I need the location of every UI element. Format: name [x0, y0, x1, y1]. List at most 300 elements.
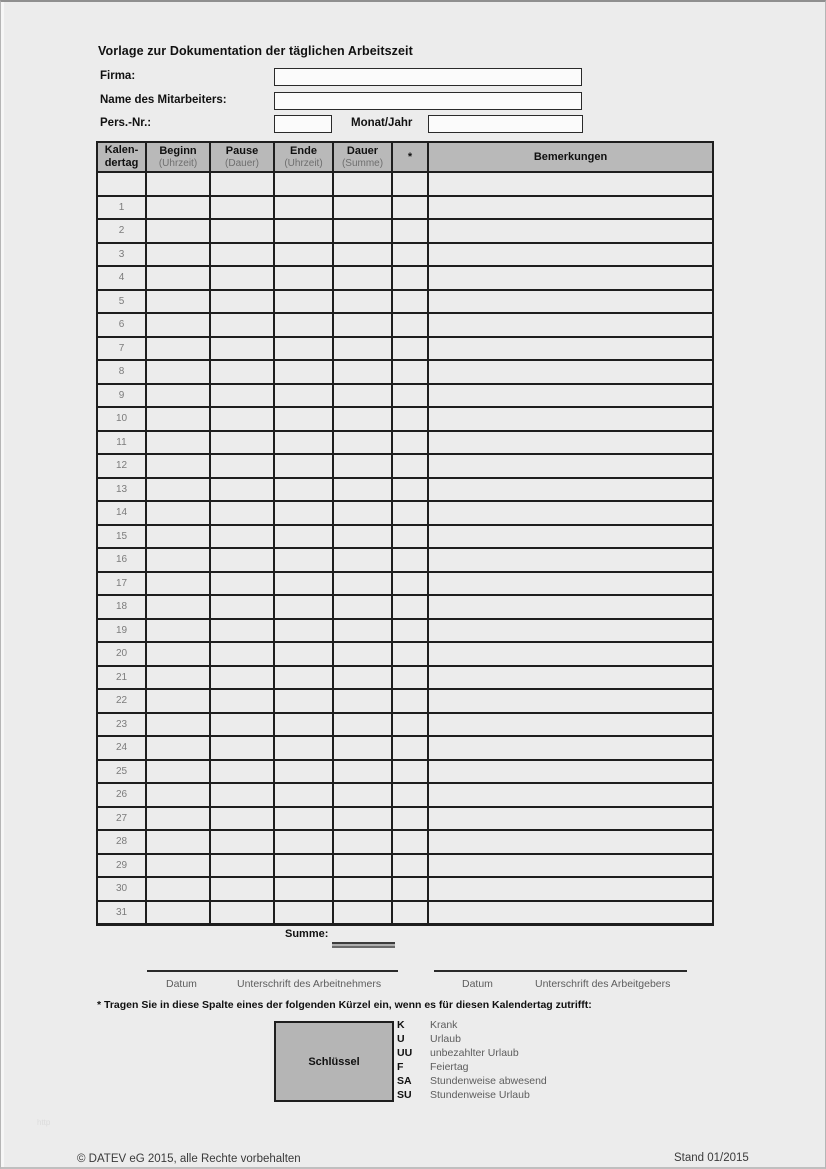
- beginn-entry-cell[interactable]: [146, 572, 210, 596]
- ende-entry-cell[interactable]: [274, 760, 333, 784]
- day-number-cell: 16: [97, 548, 146, 572]
- table-row: [97, 172, 713, 196]
- day-number-cell: 26: [97, 783, 146, 807]
- beginn-entry-cell[interactable]: [146, 384, 210, 408]
- pause-entry-cell[interactable]: [210, 595, 274, 619]
- ende-entry-cell[interactable]: [274, 337, 333, 361]
- dauer-entry-cell[interactable]: [333, 243, 392, 267]
- ende-entry-cell[interactable]: [274, 172, 333, 196]
- header-beginn-sub: (Uhrzeit): [158, 157, 198, 169]
- summe-label: Summe:: [285, 928, 329, 940]
- pause-entry-cell[interactable]: [210, 572, 274, 596]
- day-number-cell: 8: [97, 360, 146, 384]
- bemerkungen-entry-cell[interactable]: [428, 219, 713, 243]
- dauer-entry-cell[interactable]: [333, 313, 392, 337]
- employee-signature-label: Unterschrift des Arbeitnehmers: [237, 978, 382, 990]
- asterisk-footnote: * Tragen Sie in diese Spalte eines der folgenden Kürzel ein, wenn es für diesen Kalendertag zutrifft:: [97, 999, 592, 1011]
- beginn-entry-cell[interactable]: [146, 854, 210, 878]
- pause-entry-cell[interactable]: [210, 548, 274, 572]
- ende-entry-cell[interactable]: [274, 196, 333, 220]
- pause-entry-cell[interactable]: [210, 760, 274, 784]
- dauer-entry-cell[interactable]: [333, 760, 392, 784]
- legend-box-label: Schlüssel: [308, 1055, 360, 1068]
- bemerkungen-entry-cell[interactable]: [428, 360, 713, 384]
- ende-entry-cell[interactable]: [274, 830, 333, 854]
- bemerkungen-entry-cell[interactable]: [428, 431, 713, 455]
- header-pause: [210, 142, 274, 172]
- ende-entry-cell[interactable]: [274, 431, 333, 455]
- table-row: [97, 384, 713, 408]
- legend-item: [397, 1032, 547, 1046]
- summe-total-line: [332, 942, 395, 948]
- pause-entry-cell[interactable]: [210, 854, 274, 878]
- pause-entry-cell[interactable]: [210, 196, 274, 220]
- dauer-entry-cell[interactable]: [333, 619, 392, 643]
- legend-label: Urlaub: [430, 1033, 461, 1045]
- table-header-row: [97, 142, 713, 172]
- kuerzel-entry-cell[interactable]: [392, 407, 428, 431]
- beginn-entry-cell[interactable]: [146, 243, 210, 267]
- table-row: [97, 219, 713, 243]
- pause-entry-cell[interactable]: [210, 830, 274, 854]
- kuerzel-entry-cell[interactable]: [392, 313, 428, 337]
- employee-signature-line: [147, 970, 398, 992]
- asterisk-icon: *: [407, 150, 413, 163]
- kuerzel-entry-cell[interactable]: [392, 290, 428, 314]
- pause-entry-cell[interactable]: [210, 219, 274, 243]
- bemerkungen-entry-cell[interactable]: [428, 619, 713, 643]
- legend-code: U: [397, 1033, 405, 1045]
- dauer-entry-cell[interactable]: [333, 219, 392, 243]
- day-number-cell: 18: [97, 595, 146, 619]
- kuerzel-entry-cell[interactable]: [392, 360, 428, 384]
- dauer-entry-cell[interactable]: [333, 525, 392, 549]
- bemerkungen-entry-cell[interactable]: [428, 525, 713, 549]
- employee-name-field[interactable]: [274, 92, 582, 110]
- ende-entry-cell[interactable]: [274, 478, 333, 502]
- beginn-entry-cell[interactable]: [146, 783, 210, 807]
- timesheet-table: [96, 141, 714, 926]
- page-title: Vorlage zur Dokumentation der täglichen Arbeitszeit: [98, 44, 413, 58]
- beginn-entry-cell[interactable]: [146, 642, 210, 666]
- ende-entry-cell[interactable]: [274, 689, 333, 713]
- day-number-cell: 21: [97, 666, 146, 690]
- watermark-text: http: [37, 1118, 51, 1127]
- table-row: [97, 501, 713, 525]
- pause-entry-cell[interactable]: [210, 525, 274, 549]
- kuerzel-entry-cell[interactable]: [392, 196, 428, 220]
- kuerzel-entry-cell[interactable]: [392, 219, 428, 243]
- ende-entry-cell[interactable]: [274, 525, 333, 549]
- table-row: [97, 478, 713, 502]
- day-number-cell: 23: [97, 713, 146, 737]
- ende-entry-cell[interactable]: [274, 219, 333, 243]
- legend-item: [397, 1060, 547, 1074]
- kuerzel-entry-cell[interactable]: [392, 337, 428, 361]
- dauer-entry-cell[interactable]: [333, 595, 392, 619]
- beginn-entry-cell[interactable]: [146, 877, 210, 901]
- kuerzel-entry-cell[interactable]: [392, 431, 428, 455]
- ende-entry-cell[interactable]: [274, 548, 333, 572]
- ende-entry-cell[interactable]: [274, 619, 333, 643]
- kuerzel-entry-cell[interactable]: [392, 478, 428, 502]
- beginn-entry-cell[interactable]: [146, 595, 210, 619]
- bemerkungen-entry-cell[interactable]: [428, 454, 713, 478]
- kuerzel-entry-cell[interactable]: [392, 713, 428, 737]
- legend-list: [397, 1018, 547, 1102]
- day-number-cell: 3: [97, 243, 146, 267]
- bemerkungen-entry-cell[interactable]: [428, 901, 713, 925]
- day-number-cell: 7: [97, 337, 146, 361]
- bemerkungen-entry-cell[interactable]: [428, 337, 713, 361]
- kuerzel-entry-cell[interactable]: [392, 619, 428, 643]
- bemerkungen-entry-cell[interactable]: [428, 313, 713, 337]
- ende-entry-cell[interactable]: [274, 736, 333, 760]
- bemerkungen-entry-cell[interactable]: [428, 290, 713, 314]
- dauer-entry-cell[interactable]: [333, 807, 392, 831]
- table-row: [97, 360, 713, 384]
- beginn-entry-cell[interactable]: [146, 337, 210, 361]
- dauer-entry-cell[interactable]: [333, 713, 392, 737]
- legend-item: [397, 1074, 547, 1088]
- bemerkungen-entry-cell[interactable]: [428, 854, 713, 878]
- beginn-entry-cell[interactable]: [146, 431, 210, 455]
- bemerkungen-entry-cell[interactable]: [428, 266, 713, 290]
- day-number-cell: 20: [97, 642, 146, 666]
- dauer-entry-cell[interactable]: [333, 384, 392, 408]
- beginn-entry-cell[interactable]: [146, 454, 210, 478]
- beginn-entry-cell[interactable]: [146, 407, 210, 431]
- pause-entry-cell[interactable]: [210, 877, 274, 901]
- dauer-entry-cell[interactable]: [333, 877, 392, 901]
- beginn-entry-cell[interactable]: [146, 830, 210, 854]
- table-row: [97, 548, 713, 572]
- ende-entry-cell[interactable]: [274, 243, 333, 267]
- dauer-entry-cell[interactable]: [333, 736, 392, 760]
- ende-entry-cell[interactable]: [274, 877, 333, 901]
- beginn-entry-cell[interactable]: [146, 360, 210, 384]
- day-number-cell: 2: [97, 219, 146, 243]
- kuerzel-entry-cell[interactable]: [392, 454, 428, 478]
- pause-entry-cell[interactable]: [210, 384, 274, 408]
- legend-item: [397, 1088, 547, 1102]
- header-beginn: [146, 142, 210, 172]
- beginn-entry-cell[interactable]: [146, 619, 210, 643]
- firma-label: Firma:: [100, 70, 136, 82]
- dauer-entry-cell[interactable]: [333, 666, 392, 690]
- day-number-cell: 22: [97, 689, 146, 713]
- pause-entry-cell[interactable]: [210, 689, 274, 713]
- header-kalendertag-line1: Kalen-: [104, 144, 139, 156]
- dauer-entry-cell[interactable]: [333, 290, 392, 314]
- pause-entry-cell[interactable]: [210, 454, 274, 478]
- day-number-cell: 9: [97, 384, 146, 408]
- table-row: [97, 713, 713, 737]
- table-row: [97, 595, 713, 619]
- pause-entry-cell[interactable]: [210, 172, 274, 196]
- day-number-cell: [97, 172, 146, 196]
- pause-entry-cell[interactable]: [210, 807, 274, 831]
- pause-entry-cell[interactable]: [210, 619, 274, 643]
- dauer-entry-cell[interactable]: [333, 196, 392, 220]
- pause-entry-cell[interactable]: [210, 736, 274, 760]
- kuerzel-entry-cell[interactable]: [392, 854, 428, 878]
- pause-entry-cell[interactable]: [210, 431, 274, 455]
- day-number-cell: 5: [97, 290, 146, 314]
- header-pause-title: Pause: [225, 144, 259, 157]
- table-row: [97, 830, 713, 854]
- dauer-entry-cell[interactable]: [333, 501, 392, 525]
- legend-code: UU: [397, 1047, 413, 1059]
- dauer-entry-cell[interactable]: [333, 548, 392, 572]
- legend-code: K: [397, 1019, 405, 1031]
- legend-code: SU: [397, 1089, 412, 1101]
- employer-date-label: Datum: [462, 978, 493, 990]
- revision-text: Stand 01/2015: [674, 1152, 749, 1164]
- legend-item: [397, 1018, 547, 1032]
- legend-label: Krank: [430, 1019, 458, 1031]
- bemerkungen-entry-cell[interactable]: [428, 407, 713, 431]
- day-number-cell: 24: [97, 736, 146, 760]
- pause-entry-cell[interactable]: [210, 478, 274, 502]
- bemerkungen-entry-cell[interactable]: [428, 760, 713, 784]
- legend-code: SA: [397, 1075, 412, 1087]
- bemerkungen-entry-cell[interactable]: [428, 548, 713, 572]
- kuerzel-entry-cell[interactable]: [392, 736, 428, 760]
- header-bemerkungen: [428, 142, 713, 172]
- bemerkungen-entry-cell[interactable]: [428, 642, 713, 666]
- bemerkungen-entry-cell[interactable]: [428, 572, 713, 596]
- table-row: [97, 196, 713, 220]
- employee-name-label: Name des Mitarbeiters:: [100, 94, 227, 106]
- dauer-entry-cell[interactable]: [333, 830, 392, 854]
- ende-entry-cell[interactable]: [274, 901, 333, 925]
- day-number-cell: 27: [97, 807, 146, 831]
- bemerkungen-entry-cell[interactable]: [428, 689, 713, 713]
- ende-entry-cell[interactable]: [274, 501, 333, 525]
- pause-entry-cell[interactable]: [210, 337, 274, 361]
- table-row: [97, 736, 713, 760]
- beginn-entry-cell[interactable]: [146, 196, 210, 220]
- kuerzel-entry-cell[interactable]: [392, 760, 428, 784]
- day-number-cell: 4: [97, 266, 146, 290]
- table-row: [97, 407, 713, 431]
- table-row: [97, 642, 713, 666]
- beginn-entry-cell[interactable]: [146, 807, 210, 831]
- beginn-entry-cell[interactable]: [146, 501, 210, 525]
- header-dauer-title: Dauer: [346, 144, 379, 157]
- pause-entry-cell[interactable]: [210, 360, 274, 384]
- dauer-entry-cell[interactable]: [333, 783, 392, 807]
- beginn-entry-cell[interactable]: [146, 901, 210, 925]
- kuerzel-entry-cell[interactable]: [392, 572, 428, 596]
- dauer-entry-cell[interactable]: [333, 689, 392, 713]
- legend-code: F: [397, 1061, 404, 1073]
- day-number-cell: 30: [97, 877, 146, 901]
- ende-entry-cell[interactable]: [274, 454, 333, 478]
- bemerkungen-entry-cell[interactable]: [428, 501, 713, 525]
- kuerzel-entry-cell[interactable]: [392, 595, 428, 619]
- day-number-cell: 19: [97, 619, 146, 643]
- header-ende: [274, 142, 333, 172]
- kuerzel-entry-cell[interactable]: [392, 783, 428, 807]
- bemerkungen-entry-cell[interactable]: [428, 783, 713, 807]
- bemerkungen-entry-cell[interactable]: [428, 830, 713, 854]
- dauer-entry-cell[interactable]: [333, 478, 392, 502]
- dauer-entry-cell[interactable]: [333, 572, 392, 596]
- table-row: [97, 760, 713, 784]
- beginn-entry-cell[interactable]: [146, 525, 210, 549]
- kuerzel-entry-cell[interactable]: [392, 642, 428, 666]
- ende-entry-cell[interactable]: [274, 266, 333, 290]
- pause-entry-cell[interactable]: [210, 901, 274, 925]
- bemerkungen-entry-cell[interactable]: [428, 877, 713, 901]
- ende-entry-cell[interactable]: [274, 783, 333, 807]
- ende-entry-cell[interactable]: [274, 666, 333, 690]
- table-row: [97, 901, 713, 925]
- firma-field[interactable]: [274, 68, 582, 86]
- beginn-entry-cell[interactable]: [146, 548, 210, 572]
- kuerzel-entry-cell[interactable]: [392, 384, 428, 408]
- dauer-entry-cell[interactable]: [333, 360, 392, 384]
- kuerzel-entry-cell[interactable]: [392, 877, 428, 901]
- table-row: [97, 689, 713, 713]
- bemerkungen-entry-cell[interactable]: [428, 666, 713, 690]
- kuerzel-entry-cell[interactable]: [392, 548, 428, 572]
- kuerzel-entry-cell[interactable]: [392, 243, 428, 267]
- kuerzel-entry-cell[interactable]: [392, 266, 428, 290]
- dauer-entry-cell[interactable]: [333, 642, 392, 666]
- dauer-entry-cell[interactable]: [333, 337, 392, 361]
- beginn-entry-cell[interactable]: [146, 290, 210, 314]
- ende-entry-cell[interactable]: [274, 384, 333, 408]
- bemerkungen-entry-cell[interactable]: [428, 713, 713, 737]
- beginn-entry-cell[interactable]: [146, 172, 210, 196]
- dauer-entry-cell[interactable]: [333, 172, 392, 196]
- bemerkungen-entry-cell[interactable]: [428, 196, 713, 220]
- day-number-cell: 29: [97, 854, 146, 878]
- table-row: [97, 572, 713, 596]
- kuerzel-entry-cell[interactable]: [392, 666, 428, 690]
- table-row: [97, 337, 713, 361]
- table-row: [97, 807, 713, 831]
- pause-entry-cell[interactable]: [210, 243, 274, 267]
- header-pause-sub: (Dauer): [225, 157, 259, 169]
- kuerzel-entry-cell[interactable]: [392, 172, 428, 196]
- table-row: [97, 525, 713, 549]
- beginn-entry-cell[interactable]: [146, 313, 210, 337]
- pause-entry-cell[interactable]: [210, 666, 274, 690]
- ende-entry-cell[interactable]: [274, 572, 333, 596]
- table-row: [97, 243, 713, 267]
- pause-entry-cell[interactable]: [210, 407, 274, 431]
- legend-label: unbezahlter Urlaub: [430, 1047, 519, 1059]
- beginn-entry-cell[interactable]: [146, 266, 210, 290]
- dauer-entry-cell[interactable]: [333, 407, 392, 431]
- pause-entry-cell[interactable]: [210, 266, 274, 290]
- table-row: [97, 854, 713, 878]
- dauer-entry-cell[interactable]: [333, 854, 392, 878]
- header-dauer-sub: (Summe): [341, 157, 384, 169]
- bemerkungen-entry-cell[interactable]: [428, 172, 713, 196]
- ende-entry-cell[interactable]: [274, 713, 333, 737]
- legend-label: Stundenweise Urlaub: [430, 1089, 530, 1101]
- dauer-entry-cell[interactable]: [333, 266, 392, 290]
- beginn-entry-cell[interactable]: [146, 760, 210, 784]
- header-beginn-title: Beginn: [159, 144, 197, 157]
- month-year-field[interactable]: [428, 115, 583, 133]
- kuerzel-entry-cell[interactable]: [392, 525, 428, 549]
- beginn-entry-cell[interactable]: [146, 219, 210, 243]
- ende-entry-cell[interactable]: [274, 313, 333, 337]
- pause-entry-cell[interactable]: [210, 642, 274, 666]
- pause-entry-cell[interactable]: [210, 783, 274, 807]
- table-row: [97, 619, 713, 643]
- dauer-entry-cell[interactable]: [333, 431, 392, 455]
- legend-item: [397, 1046, 547, 1060]
- kuerzel-entry-cell[interactable]: [392, 807, 428, 831]
- day-number-cell: 6: [97, 313, 146, 337]
- beginn-entry-cell[interactable]: [146, 713, 210, 737]
- beginn-entry-cell[interactable]: [146, 666, 210, 690]
- ende-entry-cell[interactable]: [274, 595, 333, 619]
- pause-entry-cell[interactable]: [210, 501, 274, 525]
- ende-entry-cell[interactable]: [274, 407, 333, 431]
- kuerzel-entry-cell[interactable]: [392, 901, 428, 925]
- kuerzel-entry-cell[interactable]: [392, 830, 428, 854]
- pause-entry-cell[interactable]: [210, 313, 274, 337]
- ende-entry-cell[interactable]: [274, 807, 333, 831]
- day-number-cell: 31: [97, 901, 146, 925]
- bemerkungen-entry-cell[interactable]: [428, 478, 713, 502]
- ende-entry-cell[interactable]: [274, 360, 333, 384]
- pause-entry-cell[interactable]: [210, 713, 274, 737]
- dauer-entry-cell[interactable]: [333, 454, 392, 478]
- bemerkungen-entry-cell[interactable]: [428, 736, 713, 760]
- header-kalendertag: [97, 142, 146, 172]
- beginn-entry-cell[interactable]: [146, 689, 210, 713]
- table-row: [97, 313, 713, 337]
- kuerzel-entry-cell[interactable]: [392, 689, 428, 713]
- bemerkungen-entry-cell[interactable]: [428, 807, 713, 831]
- employer-signature-line: [434, 970, 687, 992]
- beginn-entry-cell[interactable]: [146, 478, 210, 502]
- bemerkungen-entry-cell[interactable]: [428, 243, 713, 267]
- bemerkungen-entry-cell[interactable]: [428, 595, 713, 619]
- pause-entry-cell[interactable]: [210, 290, 274, 314]
- legend-box: [274, 1021, 394, 1102]
- bemerkungen-entry-cell[interactable]: [428, 384, 713, 408]
- table-row: [97, 290, 713, 314]
- ende-entry-cell[interactable]: [274, 290, 333, 314]
- header-asterisk: [392, 142, 428, 172]
- month-year-label: Monat/Jahr: [351, 117, 413, 129]
- legend-label: Stundenweise abwesend: [430, 1075, 547, 1087]
- header-dauer: [333, 142, 392, 172]
- personnel-number-field[interactable]: [274, 115, 332, 133]
- dauer-entry-cell[interactable]: [333, 901, 392, 925]
- ende-entry-cell[interactable]: [274, 854, 333, 878]
- personnel-number-label: Pers.-Nr.:: [100, 117, 152, 129]
- table-row: [97, 454, 713, 478]
- ende-entry-cell[interactable]: [274, 642, 333, 666]
- table-row: [97, 783, 713, 807]
- day-number-cell: 13: [97, 478, 146, 502]
- table-row: [97, 877, 713, 901]
- beginn-entry-cell[interactable]: [146, 736, 210, 760]
- employee-date-label: Datum: [166, 978, 197, 990]
- kuerzel-entry-cell[interactable]: [392, 501, 428, 525]
